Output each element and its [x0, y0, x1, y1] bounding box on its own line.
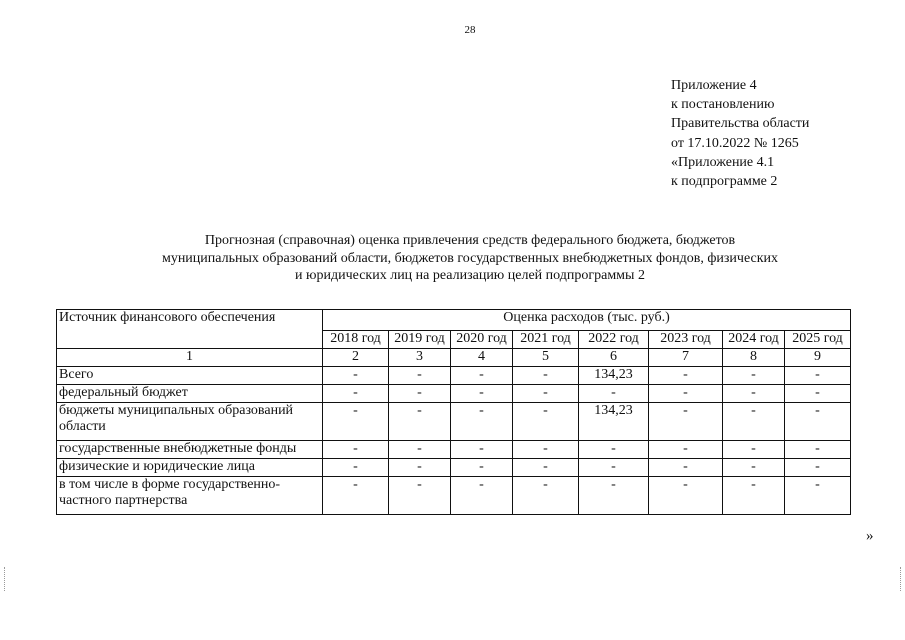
- column-number: 6: [579, 349, 649, 367]
- value-cell: -: [649, 403, 723, 441]
- value-cell: -: [579, 385, 649, 403]
- value-cell: -: [451, 441, 513, 459]
- value-cell: -: [513, 459, 579, 477]
- value-cell: -: [649, 385, 723, 403]
- value-cell: -: [451, 477, 513, 515]
- right-margin-mark: [900, 567, 902, 591]
- table-row: [57, 441, 851, 459]
- value-cell: -: [323, 459, 389, 477]
- column-number: 5: [513, 349, 579, 367]
- header-year: 2024 год: [723, 331, 785, 349]
- value-cell: -: [723, 477, 785, 515]
- appendix-line: к подпрограмме 2: [671, 174, 778, 190]
- appendix-line: Приложение 4: [671, 78, 757, 93]
- value-cell: -: [785, 441, 851, 459]
- value-cell: -: [785, 477, 851, 515]
- value-cell: -: [389, 403, 451, 441]
- header-year: 2025 год: [785, 331, 851, 349]
- header-year: 2020 год: [451, 331, 513, 349]
- value-cell: -: [723, 385, 785, 403]
- document-title: [120, 232, 820, 285]
- appendix-line: Правительства области: [671, 116, 810, 132]
- value-cell: -: [451, 367, 513, 385]
- table-row: [57, 367, 851, 385]
- value-cell: -: [723, 459, 785, 477]
- source-cell: Всего: [57, 367, 323, 385]
- column-number: 3: [389, 349, 451, 367]
- column-number: 7: [649, 349, 723, 367]
- table-row: [57, 385, 851, 403]
- value-cell: -: [513, 367, 579, 385]
- value-cell: -: [785, 367, 851, 385]
- header-year: 2021 год: [513, 331, 579, 349]
- header-year: 2019 год: [389, 331, 451, 349]
- table-row: [57, 459, 851, 477]
- source-cell: бюджеты муниципальных образований области: [57, 403, 323, 441]
- value-cell: -: [649, 441, 723, 459]
- source-cell: федеральный бюджет: [57, 385, 323, 403]
- column-number: 9: [785, 349, 851, 367]
- value-cell: -: [785, 403, 851, 441]
- page-number: 28: [464, 24, 476, 36]
- value-cell: -: [323, 385, 389, 403]
- value-cell: -: [723, 403, 785, 441]
- header-year: 2023 год: [649, 331, 723, 349]
- header-source: Источник финансового обеспечения: [57, 310, 323, 349]
- table-row: [57, 477, 851, 515]
- value-cell: -: [513, 441, 579, 459]
- header-year: 2022 год: [579, 331, 649, 349]
- column-number: 4: [451, 349, 513, 367]
- value-cell: -: [389, 459, 451, 477]
- source-cell: государственные внебюджетные фонды: [57, 441, 323, 459]
- title-line: муниципальных образований области, бюджетов государственных внебюджетных фондов, физических: [161, 250, 779, 266]
- source-cell: физические и юридические лица: [57, 459, 323, 477]
- value-cell: -: [389, 441, 451, 459]
- value-cell: -: [323, 367, 389, 385]
- value-cell: -: [649, 367, 723, 385]
- value-cell: -: [579, 441, 649, 459]
- value-cell: -: [513, 385, 579, 403]
- title-line: Прогнозная (справочная) оценка привлечения средств федерального бюджета, бюджетов: [204, 233, 736, 248]
- header-estimate: Оценка расходов (тыс. руб.): [323, 310, 851, 331]
- value-cell: -: [649, 477, 723, 515]
- value-cell: -: [451, 403, 513, 441]
- closing-quote: »: [866, 528, 874, 544]
- value-cell: -: [785, 459, 851, 477]
- header-year: 2018 год: [323, 331, 389, 349]
- value-cell: -: [451, 385, 513, 403]
- value-cell: -: [579, 477, 649, 515]
- value-cell: -: [389, 367, 451, 385]
- value-cell: -: [723, 367, 785, 385]
- value-cell: -: [579, 459, 649, 477]
- value-cell: 134,23: [579, 403, 649, 441]
- appendix-line: «Приложение 4.1: [671, 154, 775, 170]
- value-cell: -: [723, 441, 785, 459]
- funding-estimate-table: [56, 309, 851, 515]
- value-cell: -: [389, 477, 451, 515]
- value-cell: -: [785, 385, 851, 403]
- appendix-line: к постановлению: [671, 97, 775, 113]
- left-margin-mark: [4, 567, 6, 591]
- appendix-line: от 17.10.2022 № 1265: [671, 135, 799, 151]
- value-cell: -: [323, 403, 389, 441]
- column-number: 2: [323, 349, 389, 367]
- value-cell: -: [389, 385, 451, 403]
- title-line: и юридических лиц на реализацию целей подпрограммы 2: [295, 268, 645, 283]
- appendix-reference: [671, 76, 809, 191]
- value-cell: -: [649, 459, 723, 477]
- value-cell: 134,23: [579, 367, 649, 385]
- column-number: 1: [57, 349, 323, 367]
- value-cell: -: [323, 477, 389, 515]
- column-number: 8: [723, 349, 785, 367]
- value-cell: -: [513, 403, 579, 441]
- value-cell: -: [513, 477, 579, 515]
- value-cell: -: [451, 459, 513, 477]
- value-cell: -: [323, 441, 389, 459]
- source-cell: в том числе в форме государственно-частного партнерства: [57, 477, 323, 515]
- table-row: [57, 403, 851, 441]
